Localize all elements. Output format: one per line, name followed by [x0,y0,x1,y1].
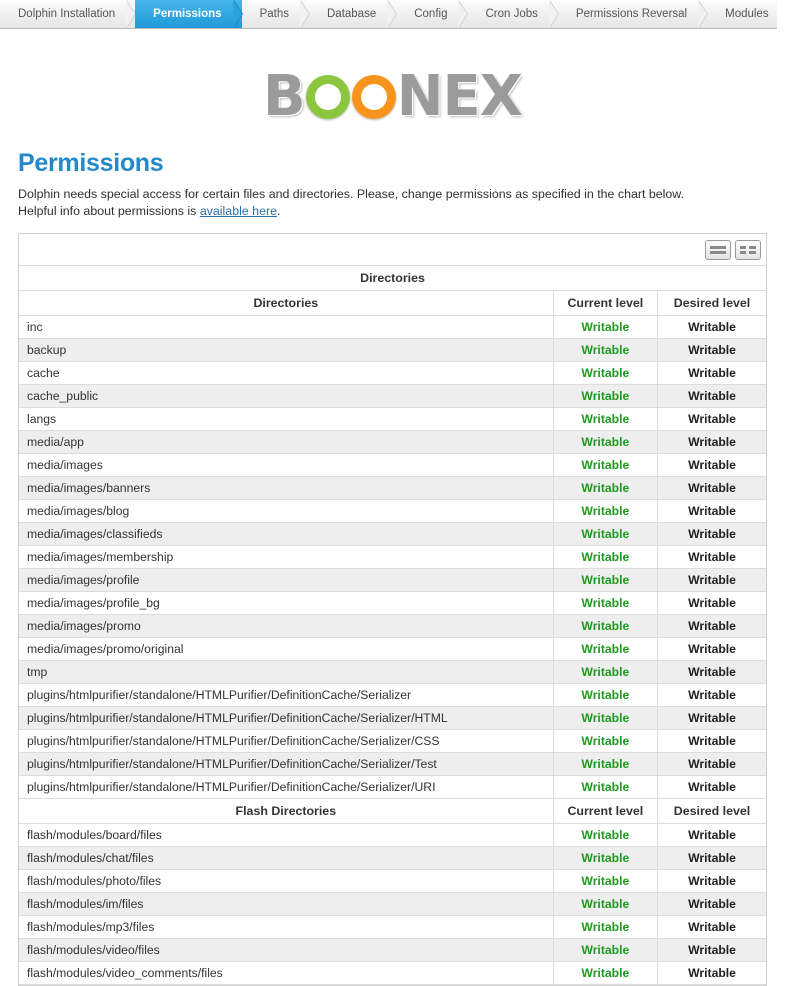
table-row [19,707,766,730]
step-label: Cron Jobs [485,8,538,20]
directory-path: flash/modules/video_comments/files [19,962,553,985]
current-level-value: Writable [553,362,657,385]
step-label: Modules [725,8,769,20]
desired-level-value: Writable [658,684,766,707]
table-row [19,939,766,962]
directory-path: media/images/profile_bg [19,592,553,615]
directory-path: plugins/htmlpurifier/standalone/HTMLPurifier/DefinitionCache/Serializer/CSS [19,730,553,753]
desired-level-value: Writable [658,707,766,730]
list-view-icon [710,246,726,249]
boonex-logo-container [0,29,785,149]
column-header-name: Flash Directories [19,799,553,824]
grid-view-button[interactable] [735,240,761,260]
table-row [19,916,766,939]
intro-line-2-prefix: Helpful info about permissions is [18,203,200,218]
step-cron-jobs[interactable] [467,0,557,28]
desired-level-value: Writable [658,847,766,870]
table-row [19,684,766,707]
step-label: Permissions [153,8,222,20]
current-level-value: Writable [553,339,657,362]
desired-level-value: Writable [658,615,766,638]
step-permissions[interactable] [135,0,241,28]
directory-path: plugins/htmlpurifier/standalone/HTMLPurifier/DefinitionCache/Serializer/URI [19,776,553,799]
table-row [19,523,766,546]
table-row [19,893,766,916]
column-header-desired: Desired level [658,799,766,824]
current-level-value: Writable [553,824,657,847]
current-level-value: Writable [553,316,657,339]
directory-path: langs [19,408,553,431]
directory-path: backup [19,339,553,362]
current-level-value: Writable [553,592,657,615]
directory-path: media/images/blog [19,500,553,523]
current-level-value: Writable [553,638,657,661]
directory-path: media/images/membership [19,546,553,569]
desired-level-value: Writable [658,939,766,962]
table-row [19,776,766,799]
current-level-value: Writable [553,408,657,431]
flash-directories-column-headers [19,799,766,824]
table-row [19,477,766,500]
table-row [19,638,766,661]
table-row [19,500,766,523]
table-row [19,730,766,753]
table-row [19,847,766,870]
directory-path: media/images/promo/original [19,638,553,661]
current-level-value: Writable [553,753,657,776]
desired-level-value: Writable [658,523,766,546]
step-label: Permissions Reversal [575,8,688,20]
directory-path: flash/modules/im/files [19,893,553,916]
desired-level-value: Writable [658,592,766,615]
desired-level-value: Writable [658,408,766,431]
current-level-value: Writable [553,615,657,638]
step-label: Database [327,8,377,20]
directory-path: flash/modules/chat/files [19,847,553,870]
current-level-value: Writable [553,569,657,592]
current-level-value: Writable [553,939,657,962]
desired-level-value: Writable [658,753,766,776]
directory-path: media/images/classifieds [19,523,553,546]
desired-level-value: Writable [658,362,766,385]
desired-level-value: Writable [658,569,766,592]
directories-section-header [19,266,766,291]
page-description [18,186,763,219]
table-row [19,569,766,592]
directory-path: tmp [19,661,553,684]
current-level-value: Writable [553,730,657,753]
directory-path: flash/modules/video/files [19,939,553,962]
directory-path: flash/modules/mp3/files [19,916,553,939]
current-level-value: Writable [553,916,657,939]
table-row [19,546,766,569]
current-level-value: Writable [553,893,657,916]
desired-level-value: Writable [658,316,766,339]
permissions-panel [18,233,767,986]
step-paths[interactable] [242,0,309,28]
step-label: Config [414,8,448,20]
logo-text-nex: NEX [396,64,522,129]
current-level-value: Writable [553,523,657,546]
desired-level-value: Writable [658,500,766,523]
table-row [19,753,766,776]
current-level-value: Writable [553,546,657,569]
desired-level-value: Writable [658,916,766,939]
desired-level-value: Writable [658,730,766,753]
table-row [19,824,766,847]
table-row [19,385,766,408]
directory-path: plugins/htmlpurifier/standalone/HTMLPurifier/DefinitionCache/Serializer/Test [19,753,553,776]
table-row [19,454,766,477]
table-row [19,661,766,684]
column-header-desired: Desired level [658,291,766,316]
directory-path: cache [19,362,553,385]
directory-path: media/images [19,454,553,477]
table-row [19,962,766,985]
desired-level-value: Writable [658,824,766,847]
desired-level-value: Writable [658,339,766,362]
step-dolphin-installation[interactable] [0,0,135,28]
current-level-value: Writable [553,684,657,707]
current-level-value: Writable [553,962,657,985]
permissions-table [19,266,766,985]
step-config[interactable] [396,0,467,28]
table-row [19,592,766,615]
table-row [19,431,766,454]
directory-path: plugins/htmlpurifier/standalone/HTMLPurifier/DefinitionCache/Serializer/HTML [19,707,553,730]
desired-level-value: Writable [658,776,766,799]
current-level-value: Writable [553,776,657,799]
logo-ring-green-icon [306,75,350,119]
current-level-value: Writable [553,385,657,408]
directory-path: media/images/banners [19,477,553,500]
desired-level-value: Writable [658,454,766,477]
step-label: Dolphin Installation [18,8,116,20]
directory-path: media/images/profile [19,569,553,592]
current-level-value: Writable [553,477,657,500]
directory-path: flash/modules/board/files [19,824,553,847]
current-level-value: Writable [553,431,657,454]
logo-text-b: B [263,64,305,129]
current-level-value: Writable [553,454,657,477]
page-title: Permissions [18,149,164,177]
desired-level-value: Writable [658,431,766,454]
current-level-value: Writable [553,870,657,893]
logo-ring-orange-icon [352,75,396,119]
desired-level-value: Writable [658,385,766,408]
table-row [19,408,766,431]
table-row [19,615,766,638]
main-content [0,149,785,986]
desired-level-value: Writable [658,477,766,500]
table-row [19,362,766,385]
desired-level-value: Writable [658,546,766,569]
column-header-current: Current level [553,291,657,316]
desired-level-value: Writable [658,870,766,893]
desired-level-value: Writable [658,893,766,916]
directory-path: inc [19,316,553,339]
intro-line-2-suffix: . [276,203,281,218]
step-permissions-reversal[interactable] [558,0,707,28]
panel-toolbar [19,234,766,266]
step-modules[interactable] [707,0,785,28]
directory-path: cache_public [19,385,553,408]
grid-view-icon [740,246,756,249]
current-level-value: Writable [553,707,657,730]
permissions-help-link[interactable]: available here [199,203,277,218]
table-row [19,339,766,362]
desired-level-value: Writable [658,661,766,684]
current-level-value: Writable [553,661,657,684]
list-view-icon-bar [710,251,726,254]
directory-path: flash/modules/photo/files [19,870,553,893]
column-header-name: Directories [19,291,553,316]
current-level-value: Writable [553,500,657,523]
table-row [19,870,766,893]
desired-level-value: Writable [658,962,766,985]
boonex-logo [263,64,522,129]
table-row [19,316,766,339]
step-label: Paths [259,8,289,20]
installation-step-bar [0,0,777,29]
grid-view-icon-bar [740,251,756,254]
intro-line-1: Dolphin needs special access for certain files and directories. Please, change permissions as specified in the chart below. [18,187,685,201]
column-header-current: Current level [553,799,657,824]
directory-path: media/app [19,431,553,454]
section-title: Directories [19,266,766,291]
directory-path: plugins/htmlpurifier/standalone/HTMLPurifier/DefinitionCache/Serializer [19,684,553,707]
current-level-value: Writable [553,847,657,870]
step-database[interactable] [309,0,396,28]
directory-path: media/images/promo [19,615,553,638]
desired-level-value: Writable [658,638,766,661]
list-view-button[interactable] [705,240,731,260]
directories-column-headers [19,291,766,316]
